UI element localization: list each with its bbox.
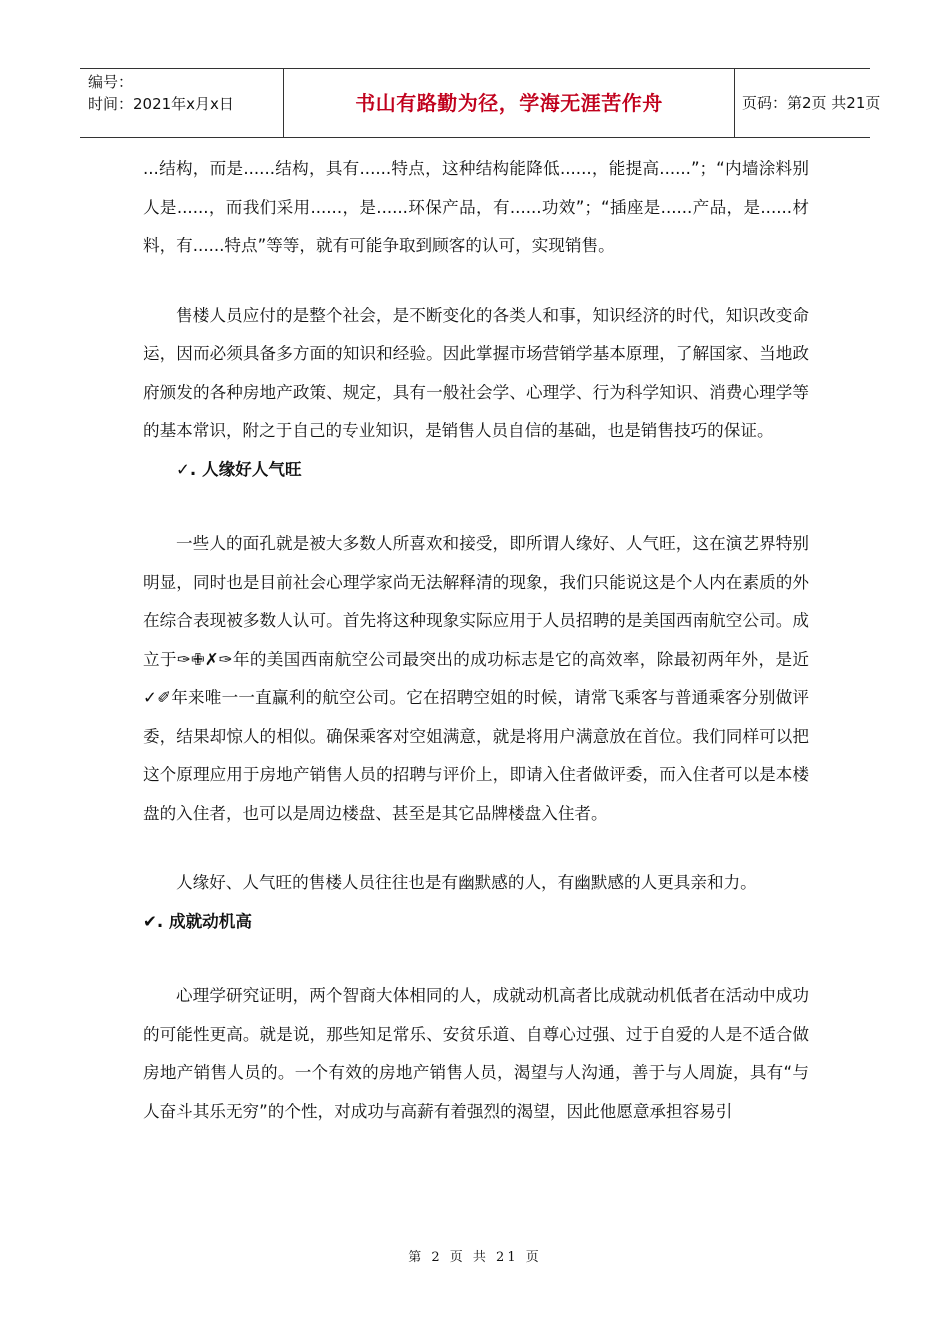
section-heading-achievement: ✔. 成就动机高: [143, 911, 252, 931]
document-time-label: 时间：2021年x月x日: [88, 95, 234, 113]
section-heading-popularity: ✓. 人缘好人气旺: [176, 459, 302, 479]
page-footer: 第 2 页 共 21 页: [408, 1250, 542, 1265]
header-meta: [80, 69, 283, 137]
document-body: [143, 150, 809, 1131]
header-motto: 书山有路勤为径，学海无涯苦作舟: [283, 69, 735, 137]
paragraph-4: 人缘好、人气旺的售楼人员往往也是有幽默感的人，有幽默感的人更具亲和力。: [176, 873, 757, 892]
document-number-label: 编号：: [88, 73, 134, 91]
paragraph-5: 心理学研究证明，两个智商大体相同的人，成就动机高者比成就动机低者在活动中成功的可能性更高。就是说，那些知足常乐、安贫乐道、自尊心过强、过于自爱的人是不适合做房地产销售人员的。一个有效的房地产销售人员，渴望与人沟通，善于与人周旋，具有“与人奋斗其乐无穷”的个性，对成功与高薪有着强烈的渴望，因此他愿意承担容易引: [143, 986, 809, 1121]
paragraph-3: 一些人的面孔就是被大多数人所喜欢和接受，即所谓人缘好、人气旺，这在演艺界特别明显，同时也是目前社会心理学家尚无法解释清的现象，我们只能说这是个人内在素质的外在综合表现被多数人认可。首先将这种现象实际应用于人员招聘的是美国西南航空公司。成立于✑✙✗✑年的美国西南航空公司最突出的成功标志是它的高效率，除最初两年外，是近✓✐年来唯一一直赢利的航空公司。它在招聘空姐的时候，请常飞乘客与普通乘客分别做评委，结果却惊人的相似。确保乘客对空姐满意，就是将用户满意放在首位。我们同样可以把这个原理应用于房地产销售人员的招聘与评价上，即请入住者做评委，而入住者可以是本楼盘的入住者，也可以是周边楼盘、甚至是其它品牌楼盘入住者。: [143, 534, 809, 823]
paragraph-2: 售楼人员应付的是整个社会，是不断变化的各类人和事，知识经济的时代，知识改变命运，因而必须具备多方面的知识和经验。因此掌握市场营销学基本原理，了解国家、当地政府颁发的各种房地产政策、规定，具有一般社会学、心理学、行为科学知识、消费心理学等的基本常识，附之于自己的专业知识，是销售人员自信的基础，也是销售技巧的保证。: [143, 305, 809, 440]
page-header: [80, 68, 881, 138]
header-page-info: 页码：第2页 共21页: [742, 94, 881, 112]
paragraph-1: ...结构，而是......结构，具有......特点，这种结构能降低......，能提高......”；“内墙涂料别人是......，而我们采用......，是......环保产品，有......功效”；“插座是......产品，是......材料，有......特点”等等，就有可能争取到顾客的认可，实现销售。: [143, 159, 809, 255]
